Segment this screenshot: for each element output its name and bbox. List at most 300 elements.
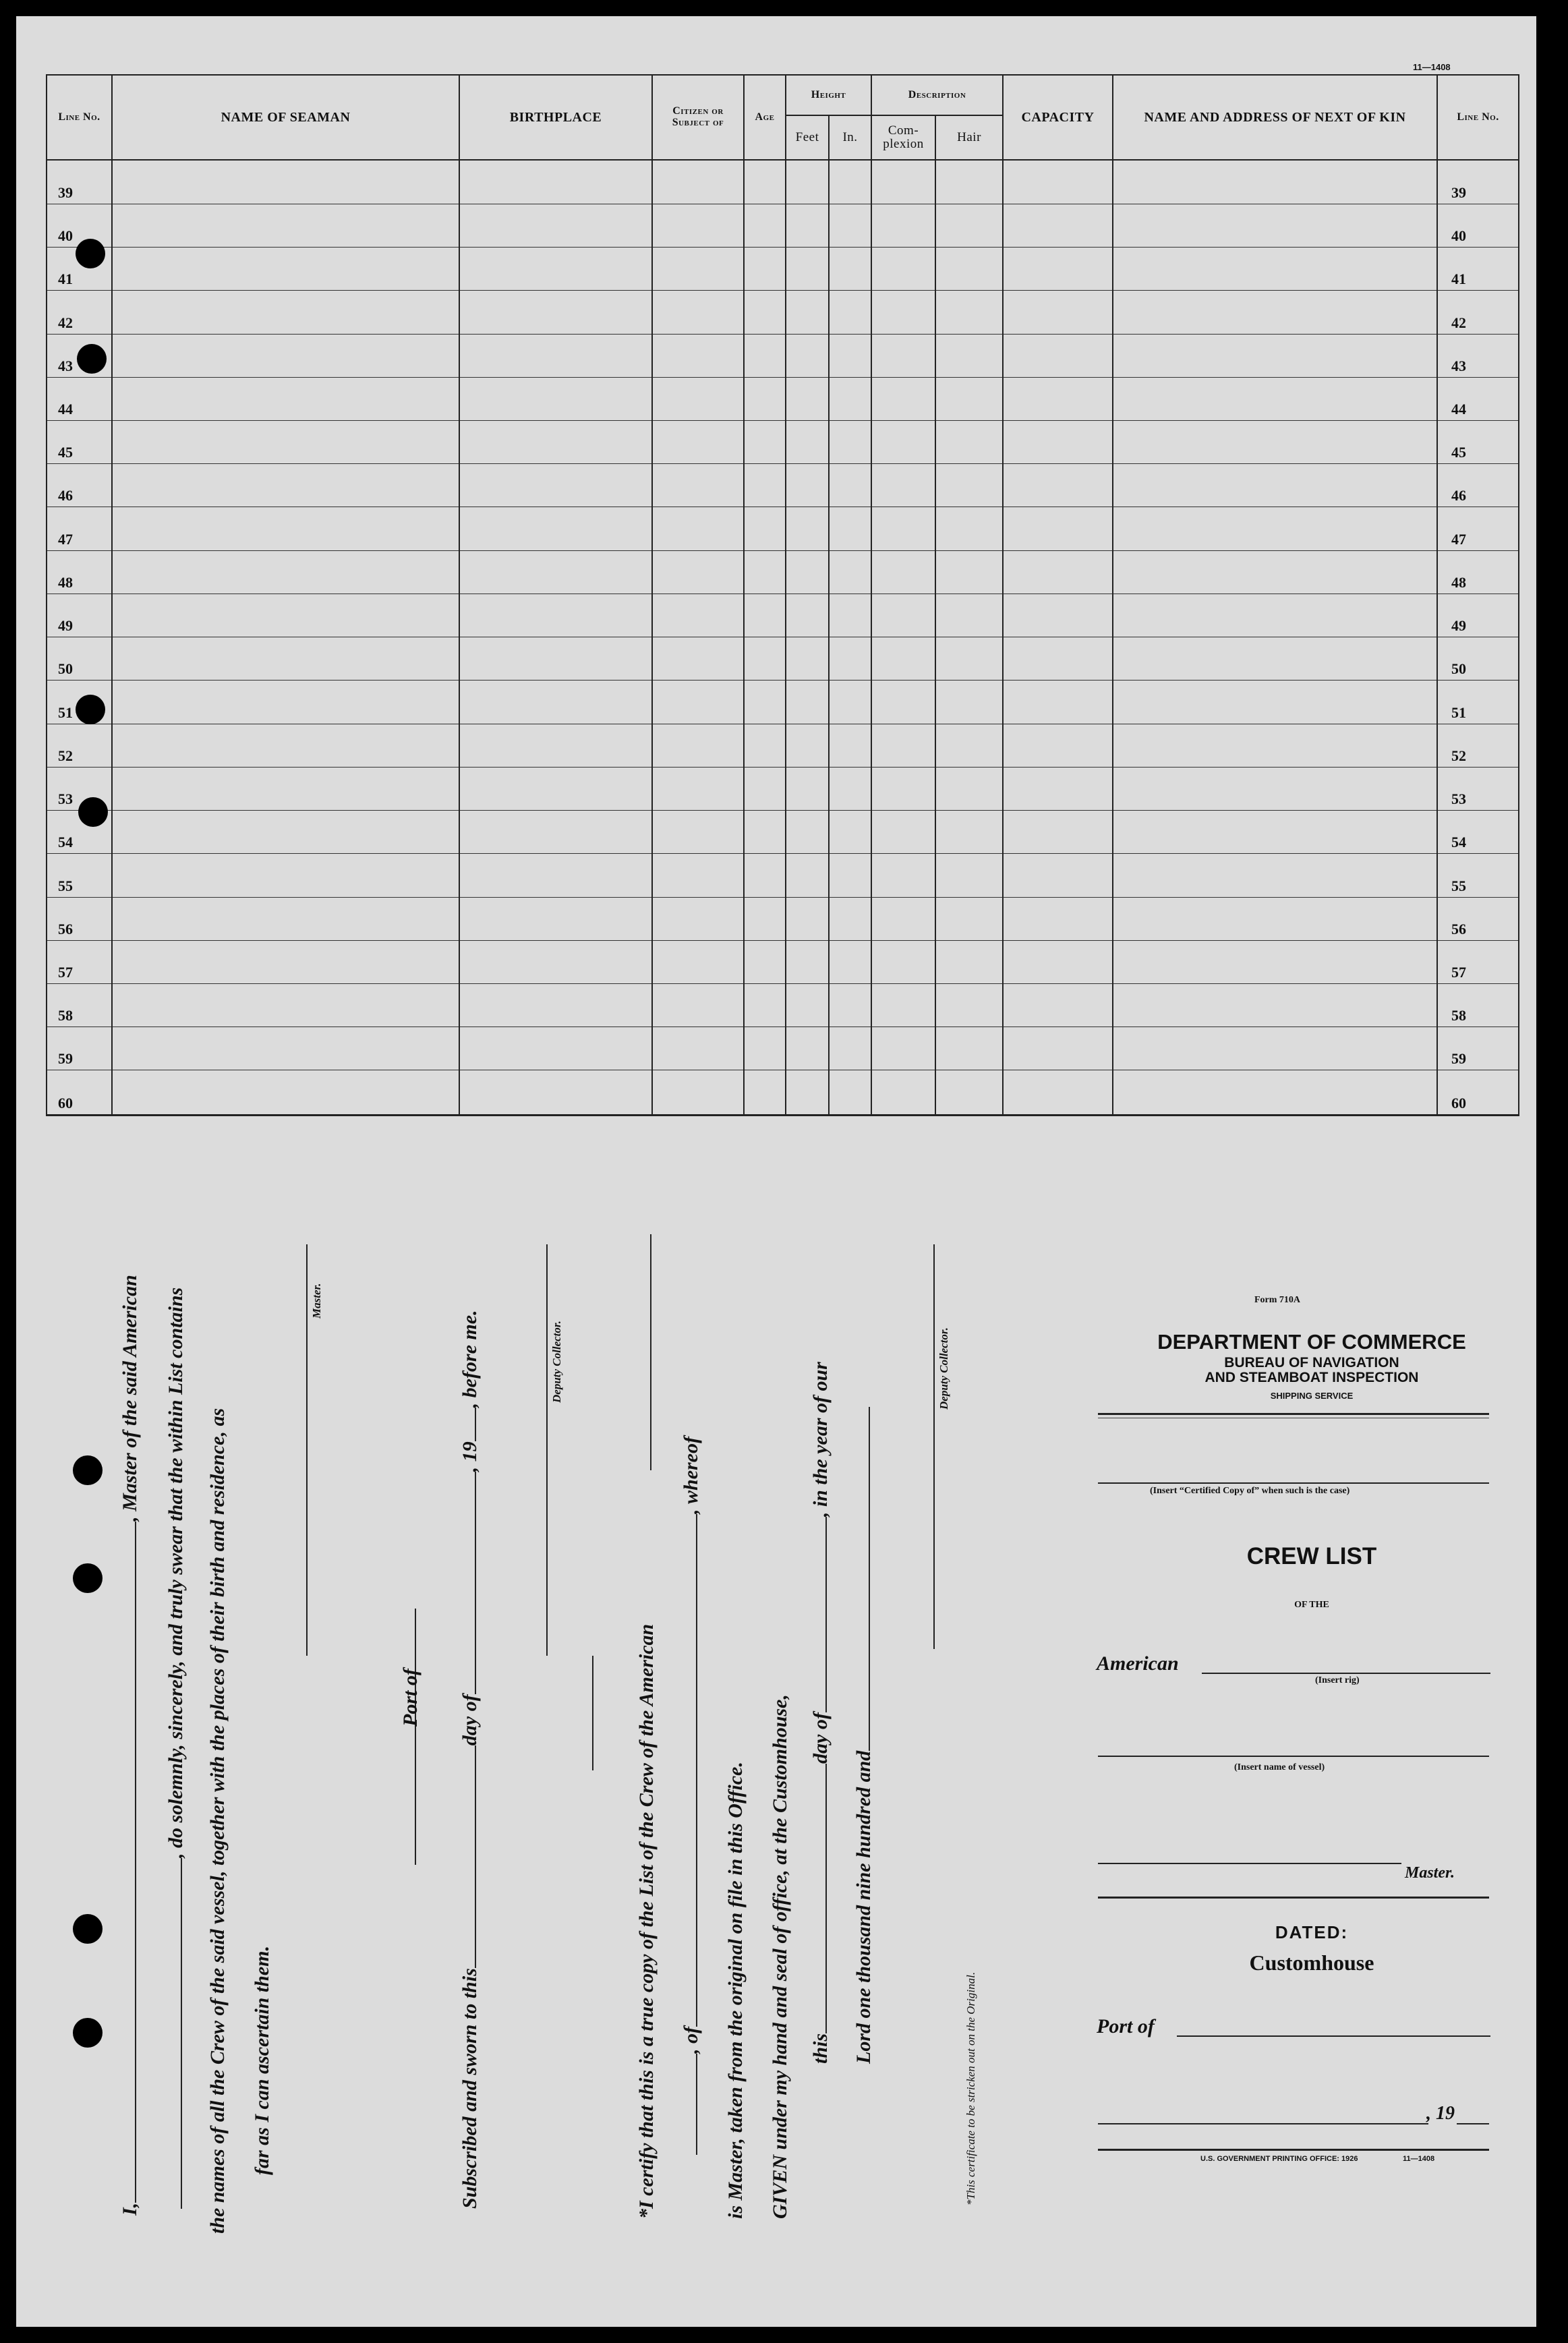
entry-cell[interactable] (652, 854, 744, 897)
entry-cell[interactable] (112, 681, 459, 724)
entry-cell[interactable] (935, 984, 1003, 1027)
entry-cell[interactable] (459, 248, 652, 291)
line-number: 58 (47, 984, 112, 1027)
entry-cell[interactable] (786, 334, 829, 377)
entry-cell[interactable] (112, 377, 459, 420)
line-number-right: 51 (1437, 681, 1519, 724)
line-number: 43 (47, 334, 112, 377)
line-number: 46 (47, 464, 112, 507)
entry-cell[interactable] (871, 291, 935, 334)
entry-cell[interactable] (871, 160, 935, 204)
entry-cell[interactable] (786, 507, 829, 550)
entry-cell[interactable] (1003, 897, 1113, 940)
table-row (47, 507, 1519, 550)
entry-cell[interactable] (935, 767, 1003, 810)
entry-cell[interactable] (786, 767, 829, 810)
entry-cell[interactable] (112, 637, 459, 681)
table-row (47, 204, 1519, 247)
entry-cell[interactable] (829, 334, 871, 377)
entry-cell[interactable] (1003, 420, 1113, 463)
entry-cell[interactable] (1113, 724, 1437, 767)
line-number: 56 (47, 897, 112, 940)
port-line (415, 1609, 416, 1865)
line-number: 60 (47, 1070, 112, 1116)
entry-cell[interactable] (829, 724, 871, 767)
entry-cell[interactable] (744, 940, 786, 983)
entry-cell[interactable] (652, 464, 744, 507)
cover-bureau: BUREAU OF NAVIGATION AND STEAMBOAT INSPECTION (1204, 1355, 1419, 1386)
header-citizen: Citizen or Subject of (652, 75, 744, 160)
entry-cell[interactable] (786, 681, 829, 724)
entry-cell[interactable] (871, 724, 935, 767)
entry-cell[interactable] (786, 1070, 829, 1116)
entry-cell[interactable] (935, 897, 1003, 940)
table-row (47, 160, 1519, 204)
entry-cell[interactable] (652, 204, 744, 247)
entry-cell[interactable] (1003, 767, 1113, 810)
entry-cell[interactable] (744, 377, 786, 420)
entry-cell[interactable] (871, 1070, 935, 1116)
entry-cell[interactable] (871, 248, 935, 291)
entry-cell[interactable] (871, 984, 935, 1027)
entry-cell[interactable] (1003, 291, 1113, 334)
entry-cell[interactable] (1113, 681, 1437, 724)
deputy-collector-line-2 (933, 1244, 935, 1649)
line-number: 41 (47, 248, 112, 291)
oath-subscribed: Subscribed and sworn to thisday of, 19, before me. (459, 1310, 481, 2209)
entry-cell[interactable] (1113, 767, 1437, 810)
entry-cell[interactable] (1113, 637, 1437, 681)
entry-cell[interactable] (786, 811, 829, 854)
entry-cell[interactable] (652, 1027, 744, 1070)
entry-cell[interactable] (112, 334, 459, 377)
entry-cell[interactable] (786, 724, 829, 767)
entry-cell[interactable] (1003, 984, 1113, 1027)
entry-cell[interactable] (935, 940, 1003, 983)
entry-cell[interactable] (871, 334, 935, 377)
table-row (47, 637, 1519, 681)
entry-cell[interactable] (829, 984, 871, 1027)
entry-cell[interactable] (786, 291, 829, 334)
entry-cell[interactable] (459, 291, 652, 334)
cover-dated: DATED: (1275, 1922, 1349, 1942)
form-code-top: 11—1408 (1413, 62, 1451, 72)
entry-cell[interactable] (112, 854, 459, 897)
entry-cell[interactable] (744, 637, 786, 681)
entry-cell[interactable] (1003, 594, 1113, 637)
entry-cell[interactable] (786, 248, 829, 291)
entry-cell[interactable] (829, 897, 871, 940)
entry-cell[interactable] (829, 811, 871, 854)
entry-cell[interactable] (744, 681, 786, 724)
line-number-right: 50 (1437, 637, 1519, 681)
entry-cell[interactable] (459, 204, 652, 247)
entry-cell[interactable] (935, 291, 1003, 334)
entry-cell[interactable] (459, 940, 652, 983)
entry-cell[interactable] (1113, 897, 1437, 940)
cover-customhouse: Customhouse (1249, 1950, 1374, 1975)
entry-cell[interactable] (459, 507, 652, 550)
entry-cell[interactable] (652, 550, 744, 594)
table-row (47, 724, 1519, 767)
entry-cell[interactable] (1113, 334, 1437, 377)
line-number-right: 52 (1437, 724, 1519, 767)
entry-cell[interactable] (459, 160, 652, 204)
entry-cell[interactable] (652, 940, 744, 983)
entry-cell[interactable] (1003, 940, 1113, 983)
table-row (47, 897, 1519, 940)
seal-line (592, 1656, 593, 1770)
entry-cell[interactable] (935, 637, 1003, 681)
cert-line-3: is Master, taken from the original on file in this Office. (724, 1762, 747, 2219)
entry-cell[interactable] (935, 1027, 1003, 1070)
entry-cell[interactable] (459, 811, 652, 854)
entry-cell[interactable] (744, 420, 786, 463)
punch-hole (73, 1563, 103, 1593)
header-feet: Feet (786, 115, 829, 160)
header-capacity: CAPACITY (1003, 75, 1113, 160)
entry-cell[interactable] (1003, 681, 1113, 724)
entry-cell[interactable] (1003, 811, 1113, 854)
entry-cell[interactable] (744, 767, 786, 810)
entry-cell[interactable] (829, 940, 871, 983)
table-row (47, 464, 1519, 507)
line-number: 45 (47, 420, 112, 463)
port-name-line (1177, 2035, 1490, 2037)
entry-cell[interactable] (871, 637, 935, 681)
entry-cell[interactable] (459, 637, 652, 681)
entry-cell[interactable] (1113, 1070, 1437, 1116)
entry-cell[interactable] (1003, 377, 1113, 420)
entry-cell[interactable] (652, 637, 744, 681)
crew-table-body (47, 160, 1519, 1116)
entry-cell[interactable] (829, 160, 871, 204)
entry-cell[interactable] (786, 464, 829, 507)
entry-cell[interactable] (744, 204, 786, 247)
line-number-right: 42 (1437, 291, 1519, 334)
entry-cell[interactable] (1113, 204, 1437, 247)
entry-cell[interactable] (112, 1070, 459, 1116)
entry-cell[interactable] (112, 1027, 459, 1070)
entry-cell[interactable] (829, 204, 871, 247)
date-line (1098, 2123, 1428, 2124)
entry-cell[interactable] (1003, 1070, 1113, 1116)
entry-cell[interactable] (744, 334, 786, 377)
entry-cell[interactable] (112, 724, 459, 767)
table-row (47, 767, 1519, 810)
entry-cell[interactable] (459, 724, 652, 767)
entry-cell[interactable] (652, 507, 744, 550)
entry-cell[interactable] (459, 1070, 652, 1116)
line-number-right: 55 (1437, 854, 1519, 897)
year-line (1457, 2123, 1489, 2124)
entry-cell[interactable] (829, 550, 871, 594)
entry-cell[interactable] (1113, 1027, 1437, 1070)
entry-cell[interactable] (459, 897, 652, 940)
entry-cell[interactable] (112, 550, 459, 594)
entry-cell[interactable] (112, 984, 459, 1027)
entry-cell[interactable] (744, 160, 786, 204)
entry-cell[interactable] (786, 204, 829, 247)
oath-deputy-collector: Deputy Collector. (550, 1321, 563, 1403)
entry-cell[interactable] (459, 984, 652, 1027)
cover-department: DEPARTMENT OF COMMERCE (1157, 1330, 1466, 1354)
entry-cell[interactable] (1003, 160, 1113, 204)
entry-cell[interactable] (829, 1070, 871, 1116)
entry-cell[interactable] (652, 334, 744, 377)
entry-cell[interactable] (829, 637, 871, 681)
entry-cell[interactable] (112, 811, 459, 854)
entry-cell[interactable] (786, 377, 829, 420)
line-number-right: 40 (1437, 204, 1519, 247)
oath-port-of: Port of (399, 1669, 422, 1727)
entry-cell[interactable] (935, 464, 1003, 507)
entry-cell[interactable] (829, 464, 871, 507)
entry-cell[interactable] (935, 507, 1003, 550)
entry-cell[interactable] (1113, 594, 1437, 637)
entry-cell[interactable] (744, 854, 786, 897)
entry-cell[interactable] (786, 984, 829, 1027)
entry-cell[interactable] (112, 940, 459, 983)
entry-cell[interactable] (935, 1070, 1003, 1116)
table-row (47, 334, 1519, 377)
entry-cell[interactable] (871, 681, 935, 724)
cover-code: 11—1408 (1403, 2155, 1435, 2163)
entry-cell[interactable] (459, 854, 652, 897)
entry-cell[interactable] (652, 377, 744, 420)
entry-cell[interactable] (829, 767, 871, 810)
entry-cell[interactable] (1113, 854, 1437, 897)
entry-cell[interactable] (112, 204, 459, 247)
entry-cell[interactable] (459, 377, 652, 420)
crew-table (46, 74, 1518, 1116)
entry-cell[interactable] (1003, 550, 1113, 594)
entry-cell[interactable] (744, 248, 786, 291)
entry-cell[interactable] (744, 811, 786, 854)
entry-cell[interactable] (744, 464, 786, 507)
entry-cell[interactable] (459, 420, 652, 463)
entry-cell[interactable] (871, 594, 935, 637)
entry-cell[interactable] (786, 160, 829, 204)
entry-cell[interactable] (459, 334, 652, 377)
entry-cell[interactable] (459, 767, 652, 810)
oath-line-2: , do solemnly, sincerely, and truly swear that the within List contains (165, 1288, 187, 2209)
entry-cell[interactable] (871, 464, 935, 507)
line-number-right: 46 (1437, 464, 1519, 507)
entry-cell[interactable] (1113, 984, 1437, 1027)
entry-cell[interactable] (1113, 940, 1437, 983)
entry-cell[interactable] (744, 550, 786, 594)
entry-cell[interactable] (871, 854, 935, 897)
entry-cell[interactable] (935, 550, 1003, 594)
entry-cell[interactable] (871, 897, 935, 940)
entry-cell[interactable] (1113, 377, 1437, 420)
entry-cell[interactable] (652, 420, 744, 463)
entry-cell[interactable] (935, 248, 1003, 291)
entry-cell[interactable] (744, 594, 786, 637)
entry-cell[interactable] (829, 248, 871, 291)
entry-cell[interactable] (786, 1027, 829, 1070)
certified-copy-line (1098, 1482, 1489, 1484)
entry-cell[interactable] (652, 897, 744, 940)
entry-cell[interactable] (1113, 160, 1437, 204)
entry-cell[interactable] (1113, 811, 1437, 854)
entry-cell[interactable] (1003, 854, 1113, 897)
line-number: 47 (47, 507, 112, 550)
entry-cell[interactable] (112, 767, 459, 810)
entry-cell[interactable] (871, 940, 935, 983)
line-number-right: 57 (1437, 940, 1519, 983)
entry-cell[interactable] (829, 681, 871, 724)
entry-cell[interactable] (1113, 248, 1437, 291)
entry-cell[interactable] (935, 724, 1003, 767)
line-number: 54 (47, 811, 112, 854)
entry-cell[interactable] (935, 594, 1003, 637)
entry-cell[interactable] (652, 160, 744, 204)
cover-insert-vessel: (Insert name of vessel) (1234, 1762, 1325, 1772)
entry-cell[interactable] (1003, 724, 1113, 767)
entry-cell[interactable] (829, 1027, 871, 1070)
entry-cell[interactable] (1003, 204, 1113, 247)
entry-cell[interactable] (786, 594, 829, 637)
oath-line-1: I,, Master of the said American (119, 1275, 141, 2216)
entry-cell[interactable] (935, 811, 1003, 854)
entry-cell[interactable] (871, 507, 935, 550)
cover-shipping-service: SHIPPING SERVICE (1270, 1391, 1354, 1401)
entry-cell[interactable] (829, 854, 871, 897)
entry-cell[interactable] (935, 420, 1003, 463)
entry-cell[interactable] (829, 377, 871, 420)
entry-cell[interactable] (652, 248, 744, 291)
entry-cell[interactable] (871, 767, 935, 810)
entry-cell[interactable] (1003, 334, 1113, 377)
entry-cell[interactable] (744, 507, 786, 550)
entry-cell[interactable] (786, 420, 829, 463)
line-number: 57 (47, 940, 112, 983)
entry-cell[interactable] (112, 420, 459, 463)
cover-year-19: , 19 (1426, 2103, 1455, 2124)
line-number-right: 49 (1437, 594, 1519, 637)
table-row (47, 1027, 1519, 1070)
entry-cell[interactable] (652, 811, 744, 854)
table-row (47, 940, 1519, 983)
oath-line-3: the names of all the Crew of the said vessel, together with the places of their birth and residence, as (206, 1408, 229, 2234)
entry-cell[interactable] (871, 420, 935, 463)
cover-crew-list: CREW LIST (1246, 1543, 1377, 1569)
entry-cell[interactable] (112, 464, 459, 507)
cover-rule (1098, 1897, 1489, 1899)
line-number-right: 58 (1437, 984, 1519, 1027)
entry-cell[interactable] (459, 681, 652, 724)
entry-cell[interactable] (871, 204, 935, 247)
entry-cell[interactable] (935, 334, 1003, 377)
entry-cell[interactable] (112, 594, 459, 637)
table-row (47, 377, 1519, 420)
entry-cell[interactable] (744, 897, 786, 940)
entry-cell[interactable] (459, 594, 652, 637)
entry-cell[interactable] (112, 248, 459, 291)
entry-cell[interactable] (935, 377, 1003, 420)
entry-cell[interactable] (1003, 464, 1113, 507)
entry-cell[interactable] (786, 550, 829, 594)
entry-cell[interactable] (1113, 420, 1437, 463)
table-row (47, 248, 1519, 291)
line-number: 49 (47, 594, 112, 637)
entry-cell[interactable] (112, 507, 459, 550)
entry-cell[interactable] (829, 420, 871, 463)
line-number-right: 39 (1437, 160, 1519, 204)
entry-cell[interactable] (829, 507, 871, 550)
entry-cell[interactable] (829, 594, 871, 637)
entry-cell[interactable] (459, 1027, 652, 1070)
entry-cell[interactable] (1003, 1027, 1113, 1070)
cert-line-1: *I certify that this is a true copy of the List of the Crew of the American (635, 1623, 658, 2219)
entry-cell[interactable] (744, 1027, 786, 1070)
table-row (47, 811, 1519, 854)
table-row (47, 291, 1519, 334)
entry-cell[interactable] (871, 1027, 935, 1070)
line-number: 44 (47, 377, 112, 420)
entry-cell[interactable] (652, 1070, 744, 1116)
entry-cell[interactable] (112, 160, 459, 204)
entry-cell[interactable] (1113, 291, 1437, 334)
entry-cell[interactable] (652, 681, 744, 724)
entry-cell[interactable] (1113, 464, 1437, 507)
entry-cell[interactable] (652, 594, 744, 637)
entry-cell[interactable] (459, 464, 652, 507)
master-signature-line (306, 1244, 308, 1656)
entry-cell[interactable] (1003, 637, 1113, 681)
entry-cell[interactable] (786, 940, 829, 983)
entry-cell[interactable] (935, 854, 1003, 897)
entry-cell[interactable] (1003, 507, 1113, 550)
entry-cell[interactable] (786, 637, 829, 681)
entry-cell[interactable] (652, 767, 744, 810)
table-row (47, 984, 1519, 1027)
entry-cell[interactable] (871, 377, 935, 420)
entry-cell[interactable] (112, 897, 459, 940)
line-number: 40 (47, 204, 112, 247)
entry-cell[interactable] (786, 854, 829, 897)
entry-cell[interactable] (1113, 550, 1437, 594)
entry-cell[interactable] (786, 897, 829, 940)
master-name-line (1098, 1863, 1401, 1864)
entry-cell[interactable] (652, 984, 744, 1027)
entry-cell[interactable] (935, 160, 1003, 204)
entry-cell[interactable] (652, 291, 744, 334)
entry-cell[interactable] (744, 291, 786, 334)
header-height: Height (786, 75, 871, 115)
cert-line-6: Lord one thousand nine hundred and (852, 1407, 875, 2064)
entry-cell[interactable] (652, 724, 744, 767)
entry-cell[interactable] (871, 550, 935, 594)
entry-cell[interactable] (744, 984, 786, 1027)
entry-cell[interactable] (744, 724, 786, 767)
entry-cell[interactable] (112, 291, 459, 334)
entry-cell[interactable] (935, 681, 1003, 724)
entry-cell[interactable] (935, 204, 1003, 247)
entry-cell[interactable] (744, 1070, 786, 1116)
line-number: 50 (47, 637, 112, 681)
entry-cell[interactable] (829, 291, 871, 334)
entry-cell[interactable] (459, 550, 652, 594)
entry-cell[interactable] (871, 811, 935, 854)
cover-port-of: Port of (1097, 2015, 1155, 2037)
entry-cell[interactable] (1113, 507, 1437, 550)
entry-cell[interactable] (1003, 248, 1113, 291)
table-row (47, 420, 1519, 463)
oath-line-4: far as I can ascertain them. (251, 1945, 273, 2175)
